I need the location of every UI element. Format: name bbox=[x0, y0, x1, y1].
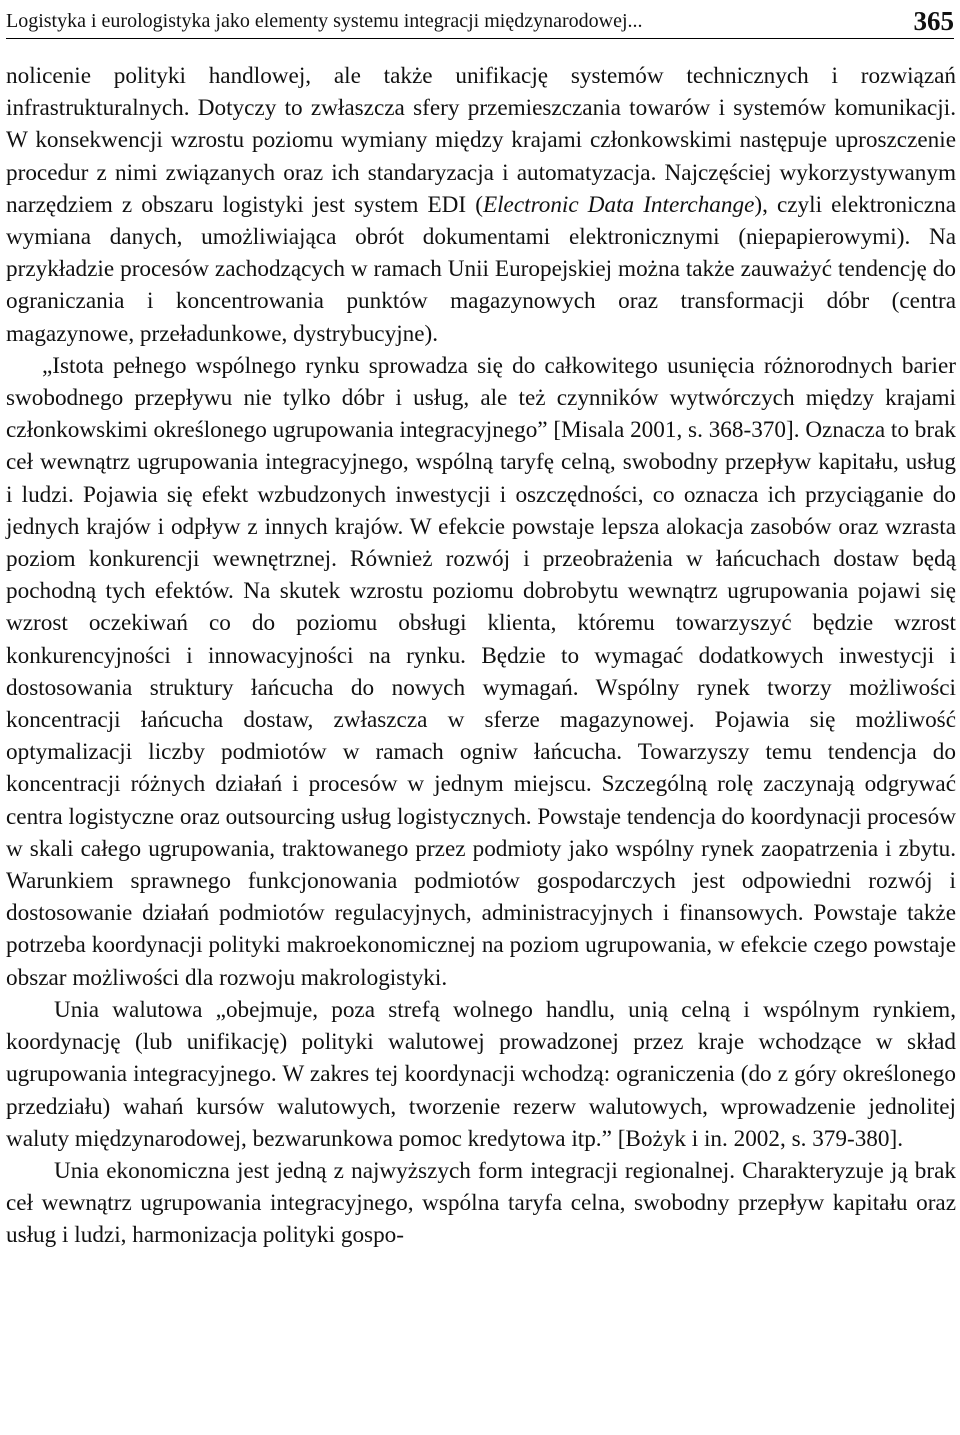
body-text bbox=[6, 60, 956, 1252]
paragraph-3: Unia walutowa „obejmuje, poza strefą wolnego handlu, unią celną i wspólnym rynkiem, koordynację (lub unifikację) polityki walutowej prowadzonej przez kraje wchodzące w skład ugrupowania integracyjnego. W zakres tej koordynacji wchodzą: ograniczenia (do z góry określonego przedziału) wahań kursów walutowych, tworzenie rezerw walutowych, wprowadzenie jednolitej waluty międzynarodowej, bezwarunkowa pomoc kredytowa itp.” [Bożyk i in. 2002, s. 379-380]. bbox=[6, 996, 956, 1152]
paragraph-1-text-a: nolicenie polityki handlowej, ale także unifikację systemów technicznych i rozwiązań infrastrukturalnych. Dotyczy to zwłaszcza sfery przemieszczania towarów i systemów komunikacji. W konsekwencji wzrostu poziomu wymiany między krajami członkowskimi następuje uproszczenie procedur z nimi związanych oraz ich standaryzacja i automatyzacja. Najczęściej wykorzystywanym narzędziem z obszaru logistyki jest system EDI ( bbox=[6, 63, 956, 218]
paragraph-2: „Istota pełnego wspólnego rynku sprowadza się do całkowitego usunięcia różnorodnych barier swobodnego przepływu nie tylko dóbr i usług, ale też czynników wytwórczych między krajami członkowskimi określonego ugrupowania integracyjnego” [Misala 2001, s. 368-370]. Oznacza to brak ceł wewnątrz ugrupowania integracyjnego, wspólną taryfę celną, swobodny przepływ kapitału, usług i ludzi. Pojawia się efekt wzbudzonych inwestycji i oszczędności, co oznacza ich przyciąganie do jednych krajów i odpływ z innych krajów. W efekcie powstaje lepsza alokacja zasobów oraz wzrasta poziom konkurencji wewnętrznej. Również rozwój i przeobrażenia w łańcuchach dostaw będą pochodną tych efektów. Na skutek wzrostu poziomu dobrobytu wewnątrz ugrupowania pojawi się wzrost oczekiwań co do poziomu obsługi klienta, któremu towarzyszyć będzie wzrost konkurencyjności i innowacyjności na rynku. Będzie to wymagać dodatkowych inwestycji i dostosowania struktury łańcucha do nowych wymagań. Wspólny rynek tworzy możliwości koncentracji łańcucha dostaw, zwłaszcza w sferze magazynowej. Pojawia się możliwość optymalizacji liczby podmiotów w ramach ogniw łańcucha. Towarzyszy temu tendencja do koncentracji różnych działań i procesów w jednym miejscu. Szczególną rolę zaczynają odgrywać centra logistyczne oraz outsourcing usług logistycznych. Powstaje tendencja do koordynacji procesów w skali całego ugrupowania, traktowanego przez podmioty jako wspólny rynek zaopatrzenia i zbytu. Warunkiem sprawnego funkcjonowania podmiotów gospodarczych jest odpowiedni rozwój i dostosowanie działań podmiotów regulacyjnych, administracyjnych i finansowych. Powstaje także potrzeba koordynacji polityki makroekonomicznej na poziom ugrupowania, w efekcie czego powstaje obszar możliwości dla rozwoju makrologistyki. bbox=[6, 352, 956, 991]
page-number: 365 bbox=[913, 6, 954, 36]
paragraph-1 bbox=[6, 60, 956, 350]
paragraph-4: Unia ekonomiczna jest jedną z najwyższych form integracji regionalnej. Charakteryzuje ją brak ceł wewnątrz ugrupowania integracyjnego, wspólna taryfa celna, swobodny przepływ kapitału oraz usług i ludzi, harmonizacja polityki gospo- bbox=[6, 1157, 956, 1249]
paragraph-1-italic-term: Electronic Data Interchange bbox=[482, 191, 755, 218]
running-header bbox=[6, 2, 954, 39]
running-title: Logistyka i eurologistyka jako elementy systemu integracji międzynarodowej... bbox=[6, 10, 643, 32]
paragraph-1-text-b: ), czyli elektroniczna wymiana danych, umożliwiająca obrót dokumentami elektronicznymi (niepapierowymi). Na przykładzie procesów zachodzących w ramach Unii Europejskiej można także zauważyć tendencję do ograniczania i koncentrowania punktów magazynowych oraz transformacji dóbr (centra magazynowe, przeładunkowe, dystrybucyjne). bbox=[6, 191, 956, 347]
